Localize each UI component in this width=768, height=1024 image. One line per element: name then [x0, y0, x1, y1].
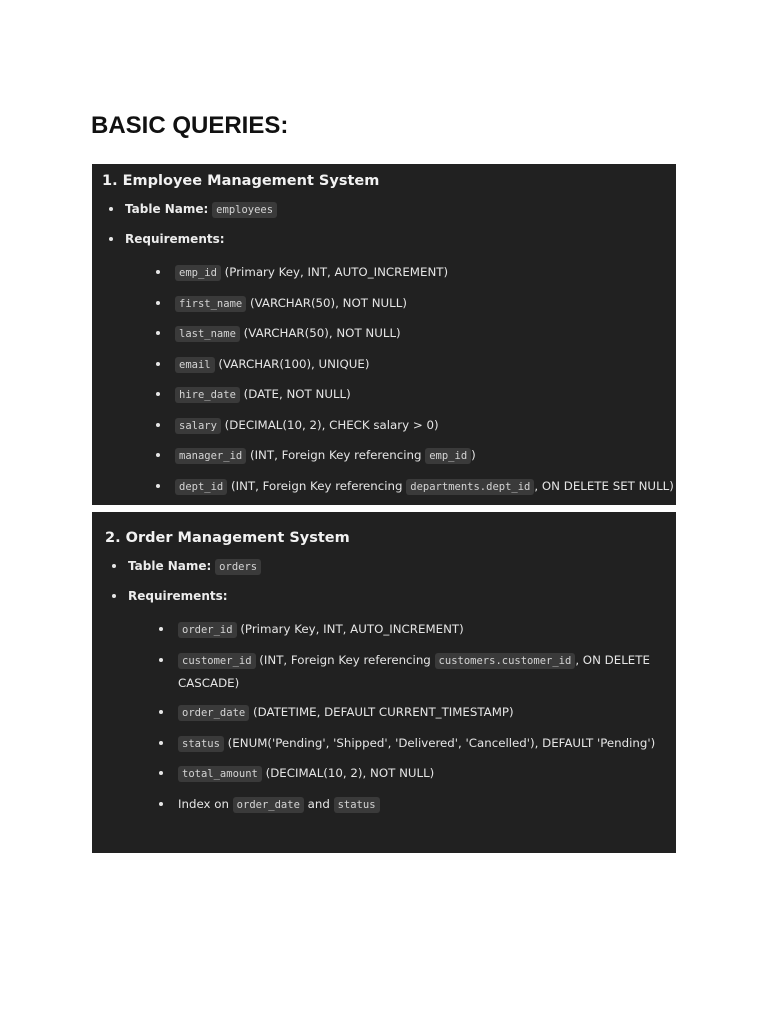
requirements-item	[105, 587, 676, 816]
requirements-label: Requirements:	[125, 232, 225, 246]
requirement-text: (DATETIME, DEFAULT CURRENT_TIMESTAMP)	[249, 705, 514, 719]
page-title: BASIC QUERIES:	[91, 112, 289, 139]
column-code: last_name	[175, 326, 240, 342]
column-code: emp_id	[175, 265, 221, 281]
requirement-text-end: , ON DELETE CASCADE)	[178, 652, 650, 690]
requirement-item	[125, 292, 676, 315]
reference-code: emp_id	[425, 448, 471, 464]
table-name-code: orders	[215, 559, 261, 575]
requirement-item	[128, 793, 676, 816]
column-code: total_amount	[178, 766, 262, 782]
requirement-item	[125, 383, 676, 406]
requirement-item	[128, 732, 676, 755]
requirement-text: (ENUM('Pending', 'Shipped', 'Delivered', 'Cancelled'), DEFAULT 'Pending')	[223, 735, 656, 750]
requirement-text: (VARCHAR(50), NOT NULL)	[239, 326, 401, 340]
column-code: order_date	[233, 797, 304, 813]
requirement-item	[128, 762, 676, 785]
section-heading: 1. Employee Management System	[102, 173, 380, 189]
requirements-item	[102, 230, 676, 498]
requirement-item	[125, 261, 676, 284]
column-code: manager_id	[175, 448, 246, 464]
requirement-text: (INT, Foreign Key referencing	[246, 448, 426, 462]
reference-code: customers.customer_id	[435, 653, 576, 669]
section-details	[102, 200, 676, 498]
column-code: order_date	[178, 705, 249, 721]
column-code: first_name	[175, 296, 246, 312]
table-name-item	[102, 200, 676, 219]
employee-system-panel	[92, 164, 676, 505]
requirement-item	[125, 414, 676, 437]
table-name-code: employees	[212, 202, 277, 218]
reference-code: departments.dept_id	[406, 479, 534, 495]
requirements-list	[125, 261, 676, 498]
requirement-text: (VARCHAR(50), NOT NULL)	[246, 295, 407, 310]
requirement-item	[128, 618, 676, 641]
requirement-item	[125, 322, 676, 345]
requirement-item	[125, 475, 676, 498]
column-code: salary	[175, 418, 221, 434]
requirement-text: (VARCHAR(100), UNIQUE)	[214, 356, 370, 371]
column-code: status	[178, 736, 224, 752]
column-code: order_id	[178, 622, 237, 638]
column-code: dept_id	[175, 479, 227, 495]
requirement-text: (DECIMAL(10, 2), NOT NULL)	[261, 766, 435, 780]
column-code: email	[175, 357, 215, 373]
requirements-list	[128, 618, 676, 816]
column-code: status	[334, 797, 380, 813]
section-details	[105, 557, 676, 816]
table-name-item	[105, 557, 676, 576]
requirement-text: (Primary Key, INT, AUTO_INCREMENT)	[220, 265, 449, 279]
column-code: customer_id	[178, 653, 256, 669]
requirement-text-end: )	[471, 448, 476, 462]
table-name-label: Table Name:	[128, 559, 212, 573]
requirement-text: (INT, Foreign Key referencing	[227, 478, 407, 493]
requirement-text: (DECIMAL(10, 2), CHECK salary > 0)	[220, 417, 439, 432]
requirements-label: Requirements:	[128, 589, 228, 603]
table-name-label: Table Name:	[125, 202, 209, 216]
requirement-item	[128, 701, 676, 724]
column-code: hire_date	[175, 387, 240, 403]
order-system-panel	[92, 512, 676, 853]
requirement-text: (INT, Foreign Key referencing	[255, 652, 435, 667]
requirement-item	[128, 649, 676, 694]
requirement-text: (DATE, NOT NULL)	[239, 387, 351, 401]
requirement-text: and	[303, 796, 334, 811]
requirement-item	[125, 353, 676, 376]
requirement-item	[125, 444, 676, 467]
section-heading: 2. Order Management System	[105, 530, 350, 546]
requirement-text: (Primary Key, INT, AUTO_INCREMENT)	[236, 622, 464, 636]
requirement-text-end: , ON DELETE SET NULL)	[534, 478, 674, 493]
requirement-prefix: Index on	[178, 796, 233, 811]
